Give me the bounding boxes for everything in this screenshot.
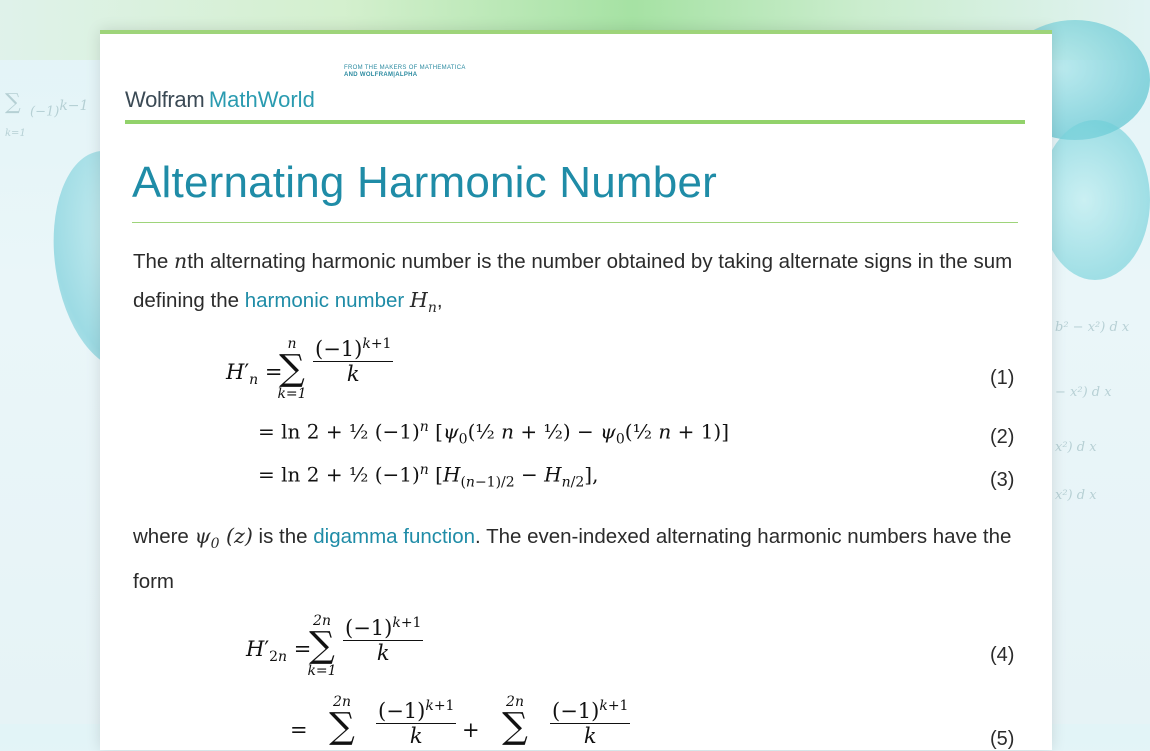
- card-top-accent: [100, 30, 1052, 34]
- intro-text-a: The: [133, 250, 175, 273]
- equation-3-number: (3): [990, 469, 1015, 491]
- equation-4-lhs: $H'_{2n}$ =: [246, 637, 312, 666]
- para2-math-psi: [194, 524, 253, 553]
- equation-1-sum: n ∑ k=1: [277, 336, 307, 402]
- para2-text-b: is the: [252, 525, 314, 548]
- equation-4-fraction: $\frac{(-1)^{k+1}}{k}$: [345, 615, 422, 665]
- equation-1-fraction: $\frac{(-1)^{k+1}}{k}$: [315, 336, 392, 386]
- background-math-decoration: k=1: [5, 128, 26, 139]
- page-title: Alternating Harmonic Number: [132, 158, 717, 207]
- logo-tagline: [344, 65, 466, 79]
- background-math-decoration: ∑: [5, 90, 21, 115]
- equation-5-sum-a: 2n ∑: [329, 694, 355, 747]
- intro-math-H-sub: n: [427, 300, 437, 317]
- para2-text-a: where: [133, 525, 195, 548]
- equation-2: = ln 2 + ½ $(-1)^n$ [$\psi_0(\frac{1}{2}$ n + ½) − $\psi_0(\frac{1}{2}$ n + 1)]: [258, 419, 730, 448]
- equation-5-fraction-a: $\frac{(-1)^{k+1}}{k}$: [378, 698, 455, 748]
- equation-1-number: (1): [990, 367, 1015, 389]
- logo-tagline-line2: AND WOLFRAM|ALPHA: [344, 72, 418, 78]
- equation-1-lhs: $H'_n$ =: [226, 360, 283, 389]
- background-math-decoration: $(-1)^{k-1}$: [30, 98, 89, 120]
- equation-3: = ln 2 + ½ $(-1)^n$ $[H_{(n-1)/2} - H_{n/2}]$,: [258, 462, 599, 491]
- mathworld-logo[interactable]: [125, 87, 315, 117]
- header-divider: [125, 120, 1025, 124]
- para2-math-psi-base: ψ: [194, 524, 211, 548]
- equation-4-number: (4): [990, 644, 1015, 666]
- background-math-decoration: x²) d x: [1055, 488, 1097, 503]
- para2-text-c: . The even-indexed alternating harmonic numbers have the form: [133, 525, 1012, 594]
- background-decoration: [1040, 120, 1150, 280]
- title-divider: [132, 222, 1018, 223]
- equation-5-number: (5): [990, 728, 1015, 750]
- equation-5-sum-b: 2n ∑: [502, 694, 528, 747]
- intro-tail: ,: [436, 289, 443, 312]
- digamma-paragraph: [133, 517, 1023, 601]
- logo-wolfram-text: Wolfram: [125, 87, 205, 112]
- equation-5-fraction-b: $\frac{(-1)^{k+1}}{k}$: [552, 698, 629, 748]
- logo-mathworld-text: MathWorld: [208, 87, 315, 112]
- intro-math-H: [409, 288, 437, 317]
- equation-5-equals: =: [290, 718, 308, 742]
- harmonic-number-link[interactable]: harmonic number: [244, 289, 405, 312]
- equation-2-number: (2): [990, 426, 1015, 448]
- para2-math-psi-arg: (z): [219, 524, 253, 548]
- background-math-decoration: b² − x²) d x: [1055, 320, 1130, 335]
- digamma-function-link[interactable]: digamma function: [313, 525, 476, 548]
- logo-tagline-line1: FROM THE MAKERS OF MATHEMATICA: [344, 65, 466, 71]
- para2-math-psi-sub: 0: [210, 536, 220, 553]
- intro-text-b: th alternating harmonic number is the number obtained by taking alternate signs in the sum defining the: [133, 250, 1013, 312]
- background-math-decoration: x²) d x: [1055, 440, 1097, 455]
- intro-paragraph: [133, 242, 1023, 327]
- intro-var-n: n: [174, 249, 188, 273]
- equation-5-plus: +: [462, 718, 480, 742]
- background-math-decoration: − x²) d x: [1055, 385, 1112, 400]
- equation-4-sum: 2n ∑ k=1: [307, 613, 337, 679]
- intro-math-H-base: H: [409, 288, 428, 312]
- content-card: [100, 30, 1052, 750]
